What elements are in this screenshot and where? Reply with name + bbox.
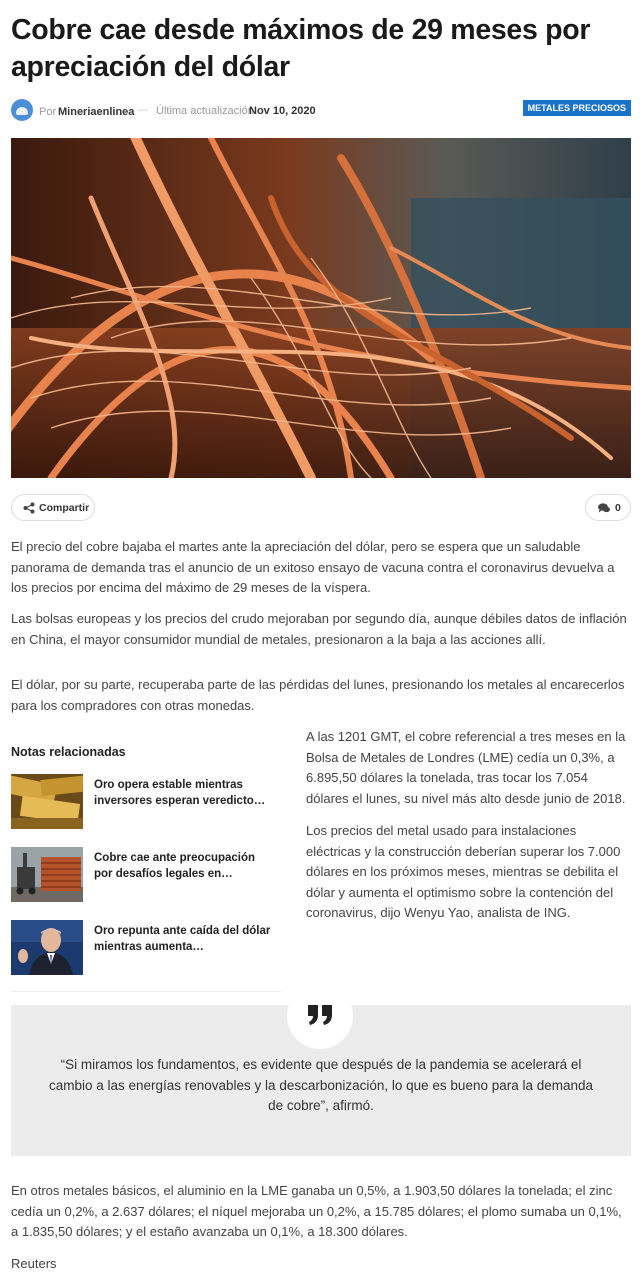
paragraph-5: Los precios del metal usado para instalaciones eléctricas y la construcción deberían superar los 7.000 dólares en los próximos meses, mientras se debilita el dólar y aumenta el optimismo sobre la contención del coronavirus, dijo Wenyu Yao, analista de ING. <box>306 823 621 920</box>
category-badge[interactable]: METALES PRECIOSOS <box>523 100 631 116</box>
share-icon <box>23 502 35 514</box>
paragraph-1: El precio del cobre bajaba el martes ante la apreciación del dólar, pero se espera que un saludable panorama de demanda tras el anuncio de un exitoso ensayo de vacuna contra el coronavirus devuelva a los precios por encima del máximo de 29 meses de la víspera. <box>11 539 615 595</box>
related-item-title[interactable]: Oro repunta ante caída del dólar mientras aumenta… <box>94 925 271 953</box>
paragraph-2: Las bolsas europeas y los precios del crudo mejoraban por segundo día, aunque débiles datos de inflación en China, el mayor consumidor mundial de metales, presionaron a la baja a las acciones allí. <box>11 611 627 647</box>
paragraph-3: El dólar, por su parte, recuperaba parte de las pérdidas del lunes, presionando los metales al encarecerlos para los compradores con otras monedas. <box>11 677 625 713</box>
article-meta <box>11 99 631 123</box>
related-item[interactable] <box>11 920 281 976</box>
related-thumbnail-person[interactable] <box>11 920 83 975</box>
related-item-title[interactable]: Cobre cae ante preocupación por desafíos legales en… <box>94 852 256 880</box>
source-credit: Reuters <box>11 1256 57 1271</box>
related-item[interactable] <box>11 774 281 830</box>
paragraph-4: A las 1201 GMT, el cobre referencial a tres meses en la Bolsa de Metales de Londres (LME) cedía un 0,3%, a 6.895,50 dólares la tonelada, tras tocar los 7.054 dólares el lunes, su nivel más alto desde junio de 2018. <box>306 729 626 806</box>
related-item[interactable] <box>11 847 281 903</box>
related-item-title[interactable]: Oro opera estable mientras inversores esperan veredicto… <box>94 779 266 807</box>
quote-icon <box>306 1003 334 1027</box>
meta-separator: — <box>137 104 148 116</box>
author-link[interactable]: Mineriaenlinea <box>58 106 135 118</box>
share-label: Compartir <box>39 502 90 514</box>
related-notes-title: Notas relacionadas <box>11 745 126 759</box>
hero-image <box>11 138 631 478</box>
comments-icon <box>598 503 610 514</box>
paragraph-6: En otros metales básicos, el aluminio en la LME ganaba un 0,5%, a 1.903,50 dólares la tonelada; el zinc cedía un 0,2%, a 2.637 dólares; el níquel mejoraba un 0,2%, a 15.785 dólares; el plomo sumaba un 0,1%, a 1.835,50 dólares; y el estaño avanzaba un 0,1%, a 18.300 dólares. <box>11 1183 622 1239</box>
share-button[interactable] <box>11 494 95 521</box>
comments-button[interactable] <box>585 494 631 521</box>
updated-label: Última actualización <box>156 105 254 117</box>
article-title: Cobre cae desde máximos de 29 meses por apreciación del dólar <box>11 14 591 83</box>
comments-count: 0 <box>615 502 621 514</box>
related-thumbnail-copper[interactable] <box>11 847 83 902</box>
quote-text: “Si miramos los fundamentos, es evidente que después de la pandemia se acelerará el cambio a las energías renovables y la descarbonización, lo que es bueno para la demanda de cobre”, afirmó. <box>48 1057 594 1113</box>
by-label: Por <box>39 106 57 118</box>
quote-badge <box>287 983 353 1049</box>
publish-date: Nov 10, 2020 <box>249 105 316 117</box>
author-avatar[interactable] <box>11 99 33 121</box>
related-thumbnail-gold[interactable] <box>11 774 83 829</box>
related-divider <box>11 991 281 992</box>
